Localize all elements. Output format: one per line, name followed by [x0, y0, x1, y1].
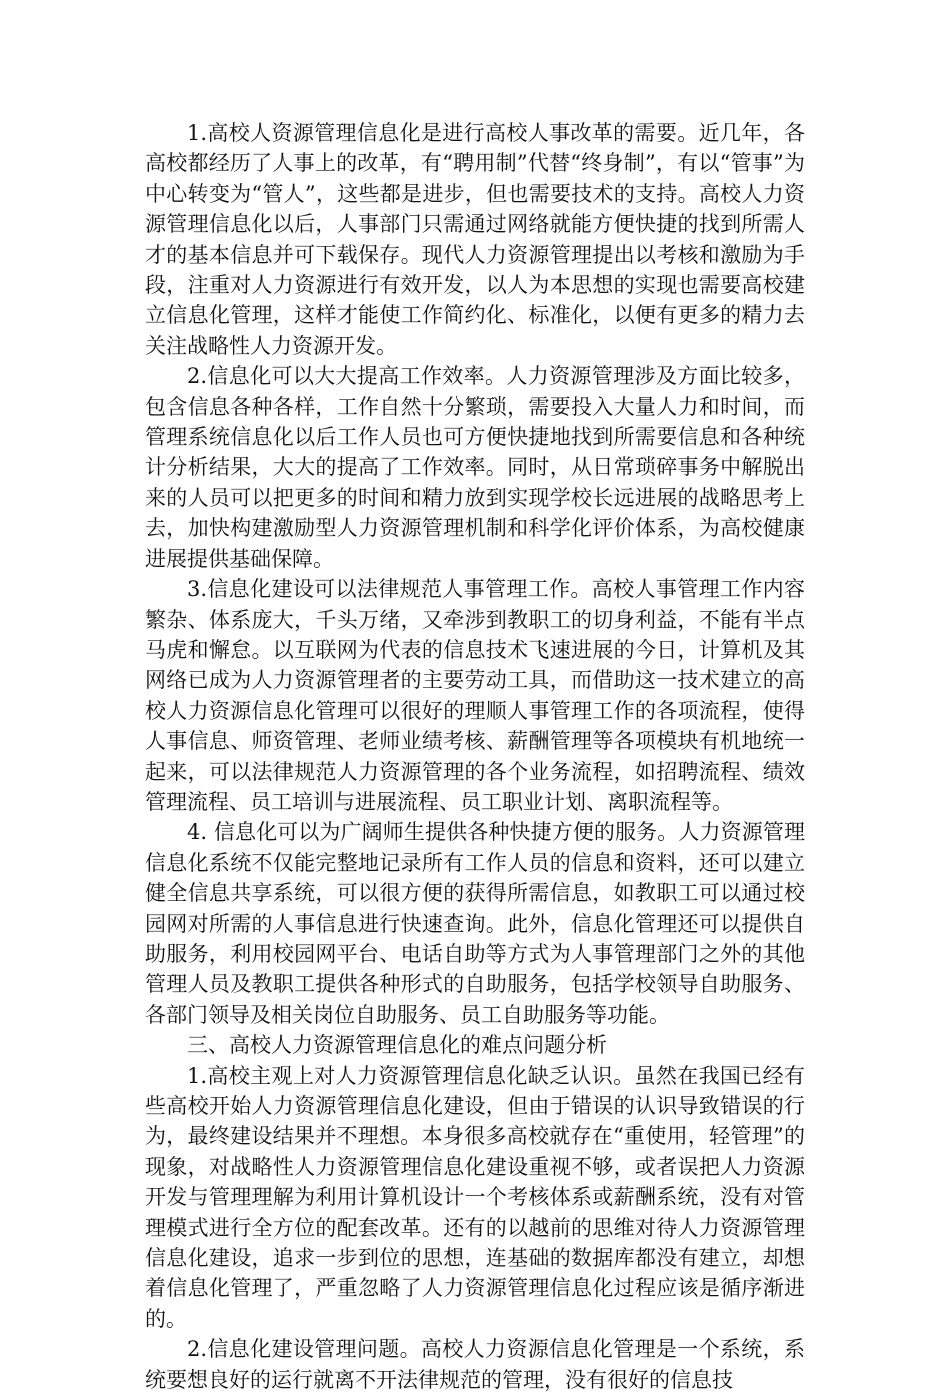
paragraph-2: 2.信息化可以大大提高工作效率。人力资源管理涉及方面比较多，包含信息各种各样，工作自然十分繁琐，需要投入大量人力和时间，而管理系统信息化以后工作人员也可方便快捷地找到所需要信息和各种统计分析结果，大大的提高了工作效率。同时，从日常琐碎事务中解脱出来的人员可以把更多的时间和精力放到实现学校长远进展的战略思考上去，加快构建激励型人力资源管理机制和科学化评价体系，为高校健康进展提供基础保障。 [145, 364, 805, 571]
paragraph-6: 2.信息化建设管理问题。高校人力资源信息化管理是一个系统，系统要想良好的运行就离不开法律规范的管理，没有很好的信息技 [145, 1337, 805, 1392]
paragraph-5: 1.高校主观上对人力资源管理信息化缺乏认识。虽然在我国已经有些高校开始人力资源管理信息化建设，但由于错误的认识导致错误的行为，最终建设结果并不理想。本身很多高校就存在“重使用，轻管理”的现象，对战略性人力资源管理信息化建设重视不够，或者误把人力资源开发与管理理解为利用计算机设计一个考核体系或薪酬系统，没有对管理模式进行全方位的配套改革。还有的以越前的思维对待人力资源管理信息化建设，追求一步到位的思想，连基础的数据库都没有建立，却想着信息化管理了，严重忽略了人力资源管理信息化过程应该是循序渐进的。 [145, 1063, 805, 1331]
paragraph-1: 1.高校人资源管理信息化是进行高校人事改革的需要。近几年，各高校都经历了人事上的改革，有“聘用制”代替“终身制”，有以“管事”为中心转变为“管人”，这些都是进步，但也需要技术的支持。高校人力资源管理信息化以后，人事部门只需通过网络就能方便快捷的找到所需人才的基本信息并可下载保存。现代人力资源管理提出以考核和激励为手段，注重对人力资源进行有效开发，以人为本思想的实现也需要高校建立信息化管理，这样才能使工作简约化、标准化，以便有更多的精力去关注战略性人力资源开发。 [145, 121, 805, 358]
section-heading: 三、高校人力资源管理信息化的难点问题分析 [187, 1033, 607, 1058]
paragraph-4: 4. 信息化可以为广阔师生提供各种快捷方便的服务。人力资源管理信息化系统不仅能完整地记录所有工作人员的信息和资料，还可以建立健全信息共享系统，可以很方便的获得所需信息，如教职工可以通过校园网对所需的人事信息进行快速查询。此外，信息化管理还可以提供自助服务，利用校园网平台、电话自助等方式为人事管理部门之外的其他管理人员及教职工提供各种形式的自助服务，包括学校领导自助服务、各部门领导及相关岗位自助服务、员工自助服务等功能。 [145, 820, 805, 1027]
paragraph-3: 3.信息化建设可以法律规范人事管理工作。高校人事管理工作内容繁杂、体系庞大，千头万绪，又牵涉到教职工的切身利益，不能有半点马虎和懈怠。以互联网为代表的信息技术飞速进展的今日，计算机及其网络已成为人力资源管理者的主要劳动工具，而借助这一技术建立的高校人力资源信息化管理可以很好的理顺人事管理工作的各项流程，使得人事信息、师资管理、老师业绩考核、薪酬管理等各项模块有机地统一起来，可以法律规范人力资源管理的各个业务流程，如招聘流程、绩效管理流程、员工培训与进展流程、员工职业计划、离职流程等。 [145, 577, 805, 814]
document-body [145, 118, 805, 1395]
